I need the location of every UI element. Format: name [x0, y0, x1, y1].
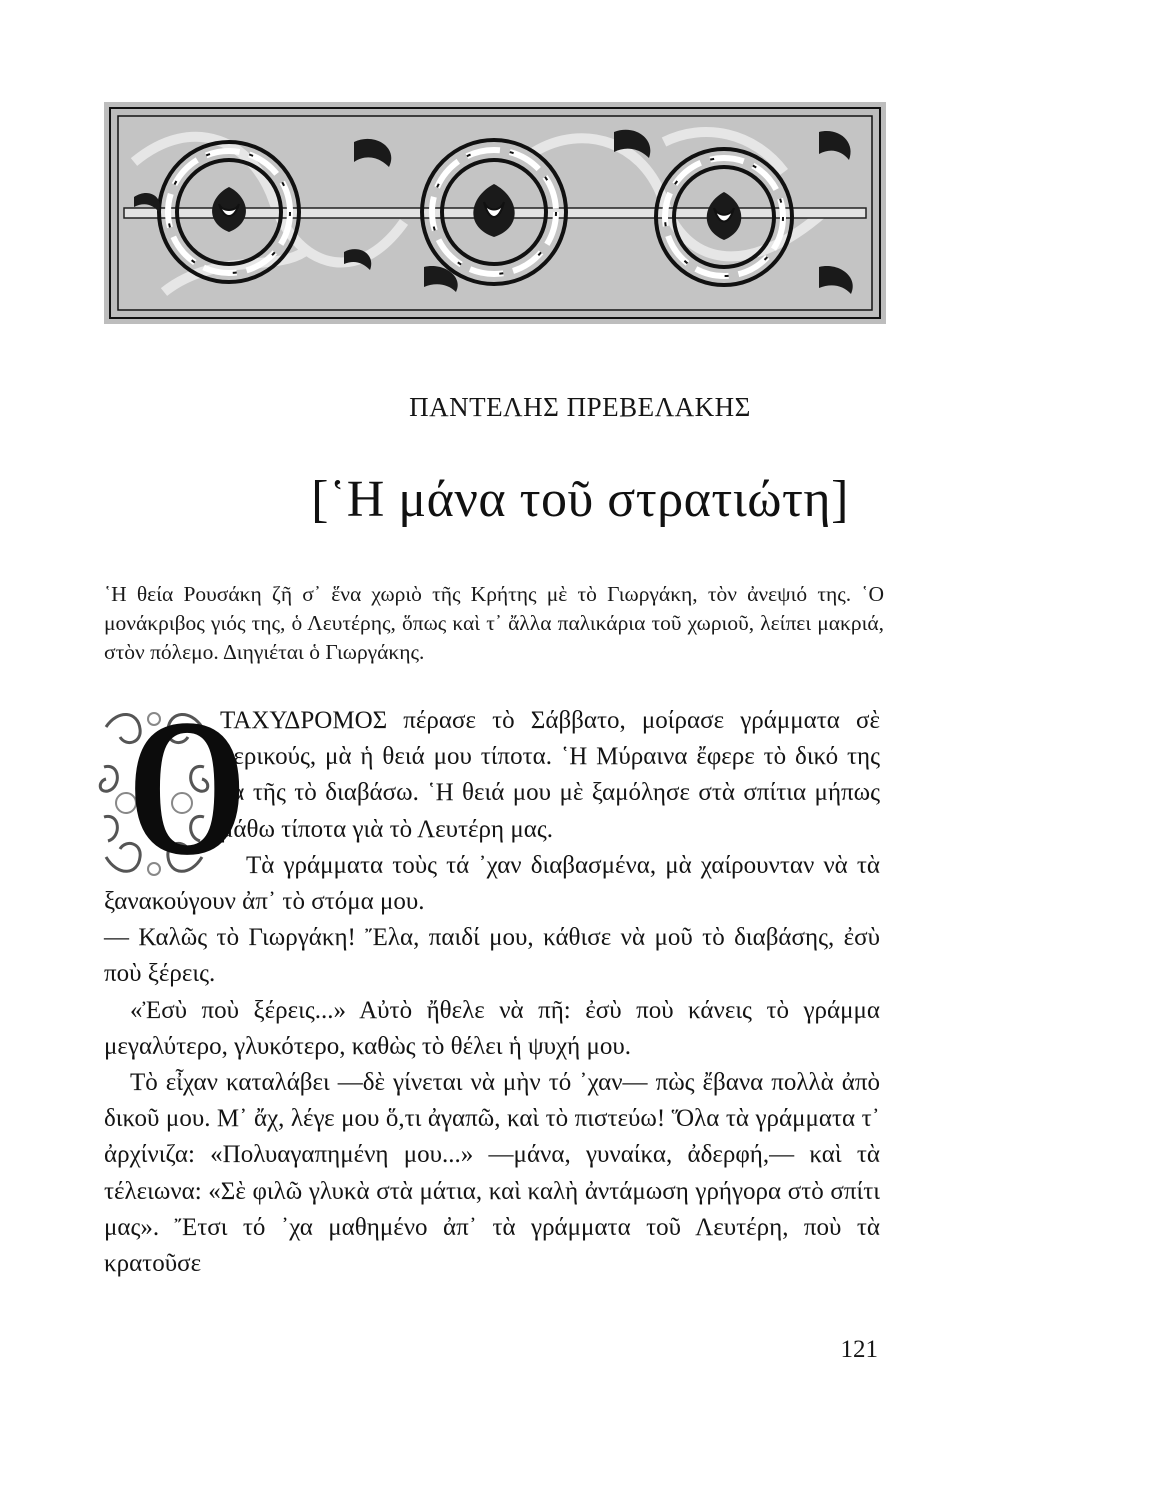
- paragraph-5: Τὸ εἶχαν καταλάβει —δὲ γίνεται νὰ μὴν τό ᾽χαν— πὼς ἔβανα πολλὰ ἀπὸ δικοῦ μου. Μ᾽ ἄχ, λέγε μου ὅ,τι ἀγαπῶ, καὶ τὸ πιστεύω! Ὅλα τὰ γράμματα τ᾽ ἀρχίνιζα: «Πολυαγαπημένη μου...» —μάνα, γυναίκα, ἀδερφή,— καὶ τὰ τέλειωνα: «Σὲ φιλῶ γλυκὰ στὰ μάτια, καὶ καλὴ ἀντάμωση γρήγορα στὸ σπίτι μας». Ἔτσι τό ᾽χα μαθημένο ἀπ᾽ τὰ γράμματα τοῦ Λευτέρη, ποὺ τὰ κρατοῦσε: [104, 1069, 880, 1278]
- paragraph-4: «Ἐσὺ ποὺ ξέρεις...» Αὐτὸ ἤθελε νὰ πῆ: ἐσὺ ποὺ κάνεις τὸ γράμμα μεγαλύτερο, γλυκότερο, καθὼς τὸ θέλει ἡ ψυχή μου.: [104, 996, 880, 1060]
- ornament-scroll-icon: [104, 102, 886, 324]
- drop-cap: [98, 679, 247, 896]
- intro-summary: ῾Η θεία Ρουσάκη ζῆ σ᾽ ἕνα χωριὸ τῆς Κρήτης μὲ τὸ Γιωργάκη, τὸν ἀνεψιό της. ῾Ο μονάκριβος γιός της, ὁ Λευτέρης, ὅπως καὶ τ᾽ ἄλλα παλικάρια τοῦ χωριοῦ, λείπει μακριά, στὸν πόλεμο. Διηγιέται ὁ Γιωργάκης.: [104, 582, 884, 664]
- story-body: [104, 679, 880, 1282]
- page-title: [῾Η μάνα τοῦ στρατιώτη]: [311, 471, 849, 528]
- paragraph-2: Τὰ γράμματα τοὺς τά ᾽χαν διαβασμένα, μὰ χαίρουνταν νὰ τὰ ξανακούγουν ἀπ᾽ τὸ στόμα μου.: [104, 851, 880, 916]
- ornamental-header-band: [104, 102, 886, 324]
- page-number: 121: [840, 1336, 878, 1363]
- paragraph-3: — Καλῶς τὸ Γιωργάκη! Ἔλα, παιδί μου, κάθισε νὰ μοῦ τὸ διαβάσης, ἐσὺ ποὺ ξέρεις.: [104, 924, 880, 988]
- dropcap-letter: O: [127, 679, 247, 896]
- author-name: ΠΑΝΤΕΛΗΣ ΠΡΕΒΕΛΑΚΗΣ: [409, 392, 751, 422]
- paragraph-1: ΤΑΧΥΔΡΟΜΟΣ πέρασε τὸ Σάββατο, μοίρασε γράμματα σὲ μερικούς, μὰ ἡ θειά μου τίποτα. ῾Η Μύραινα ἔφερε τὸ δικό της νὰ τῆς τὸ διαβάσω. ῾Η θειά μου μὲ ξαμόλησε στὰ σπίτια μήπως μάθω τίποτα γιὰ τὸ Λευτέρη μας.: [220, 707, 880, 843]
